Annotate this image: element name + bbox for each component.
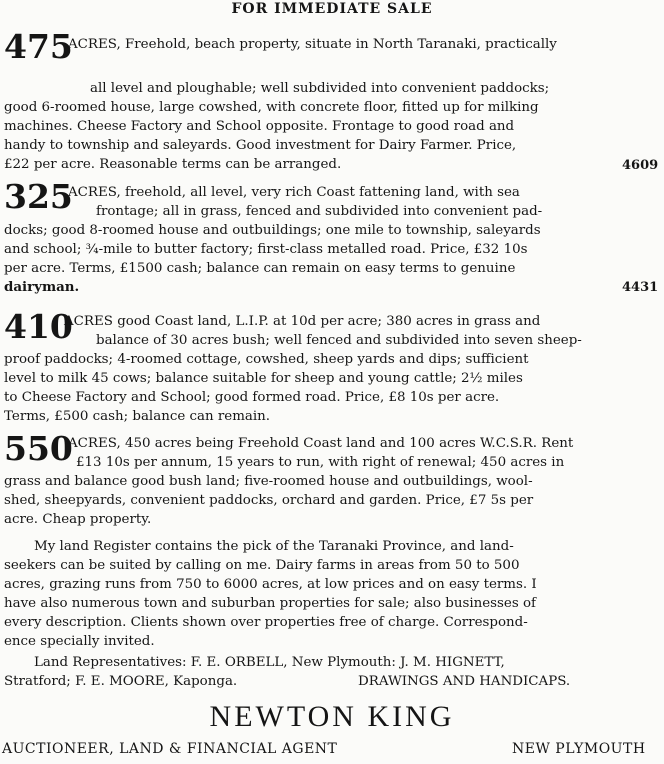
agent-name: NEWTON KING: [209, 700, 455, 733]
listing-line: all level and ploughable; well subdivided into convenient paddocks;: [90, 81, 550, 96]
representatives-line-2: Stratford; F. E. MOORE, Kaponga.: [4, 674, 238, 689]
closing-line: My land Register contains the pick of the Taranaki Province, and land-: [34, 539, 514, 554]
agent-location: NEW PLYMOUTH: [512, 741, 646, 757]
listing-line: to Cheese Factory and School; good formed road. Price, £8 10s per acre.: [4, 390, 500, 405]
listing-number: 410: [4, 307, 73, 346]
closing-line: have also numerous town and suburban properties for sale; also businesses of: [4, 596, 536, 611]
page-title: FOR IMMEDIATE SALE: [231, 1, 433, 17]
closing-line: ence specially invited.: [4, 634, 155, 649]
listing-number: 550: [4, 429, 73, 468]
listing-line: Terms, £500 cash; balance can remain.: [4, 409, 271, 424]
drawings-handicaps: DRAWINGS AND HANDICAPS.: [358, 674, 571, 689]
listing-line: proof paddocks; 4-roomed cottage, cowshed, sheep yards and dips; sufficient: [4, 352, 529, 367]
closing-line: acres, grazing runs from 750 to 6000 acres, at low prices and on easy terms. I: [4, 577, 537, 592]
listing-line: handy to township and saleyards. Good investment for Dairy Farmer. Price,: [4, 138, 517, 153]
listing-line: ACRES good Coast land, L.I.P. at 10d per acre; 380 acres in grass and: [64, 314, 541, 329]
listing-number: 325: [4, 177, 73, 216]
listing-line: and school; ¾-mile to butter factory; first-class metalled road. Price, £32 10s: [4, 242, 528, 257]
listing-line: acre. Cheap property.: [4, 512, 152, 527]
listing-line: ACRES, freehold, all level, very rich Coast fattening land, with sea: [68, 185, 520, 200]
listing-line: ACRES, Freehold, beach property, situate in North Taranaki, practically: [68, 37, 557, 52]
agent-role: AUCTIONEER, LAND & FINANCIAL AGENT: [2, 741, 338, 757]
listing-ref: 4431: [622, 280, 659, 295]
representatives-line-1: Land Representatives: F. E. ORBELL, New Plymouth: J. M. HIGNETT,: [34, 655, 505, 670]
listing-line: good 6-roomed house, large cowshed, with concrete floor, fitted up for milking: [4, 100, 539, 115]
listing-line: £22 per acre. Reasonable terms can be arranged.: [4, 157, 342, 172]
closing-line: every description. Clients shown over properties free of charge. Correspond-: [4, 615, 528, 630]
listing-line: dairyman.: [4, 279, 80, 295]
listing-line: ACRES, 450 acres being Freehold Coast land and 100 acres W.C.S.R. Rent: [68, 436, 574, 451]
listing-line: per acre. Terms, £1500 cash; balance can remain on easy terms to genuine: [4, 261, 516, 276]
closing-line: seekers can be suited by calling on me. Dairy farms in areas from 50 to 500: [4, 558, 520, 573]
listing-line: grass and balance good bush land; five-roomed house and outbuildings, wool-: [4, 474, 533, 489]
listing-number: 475: [4, 27, 73, 66]
listing-line: docks; good 8-roomed house and outbuildings; one mile to township, saleyards: [4, 223, 541, 238]
listing-line: balance of 30 acres bush; well fenced and subdivided into seven sheep-: [96, 333, 582, 348]
listing-line: shed, sheepyards, convenient paddocks, orchard and garden. Price, £7 5s per: [4, 493, 534, 508]
listing-line: machines. Cheese Factory and School opposite. Frontage to good road and: [4, 119, 515, 134]
listing-line: level to milk 45 cows; balance suitable for sheep and young cattle; 2½ miles: [4, 371, 523, 386]
listing-ref: 4609: [622, 158, 659, 173]
listing-line: frontage; all in grass, fenced and subdivided into convenient pad-: [96, 204, 543, 219]
listing-line: £13 10s per annum, 15 years to run, with right of renewal; 450 acres in: [76, 455, 565, 470]
